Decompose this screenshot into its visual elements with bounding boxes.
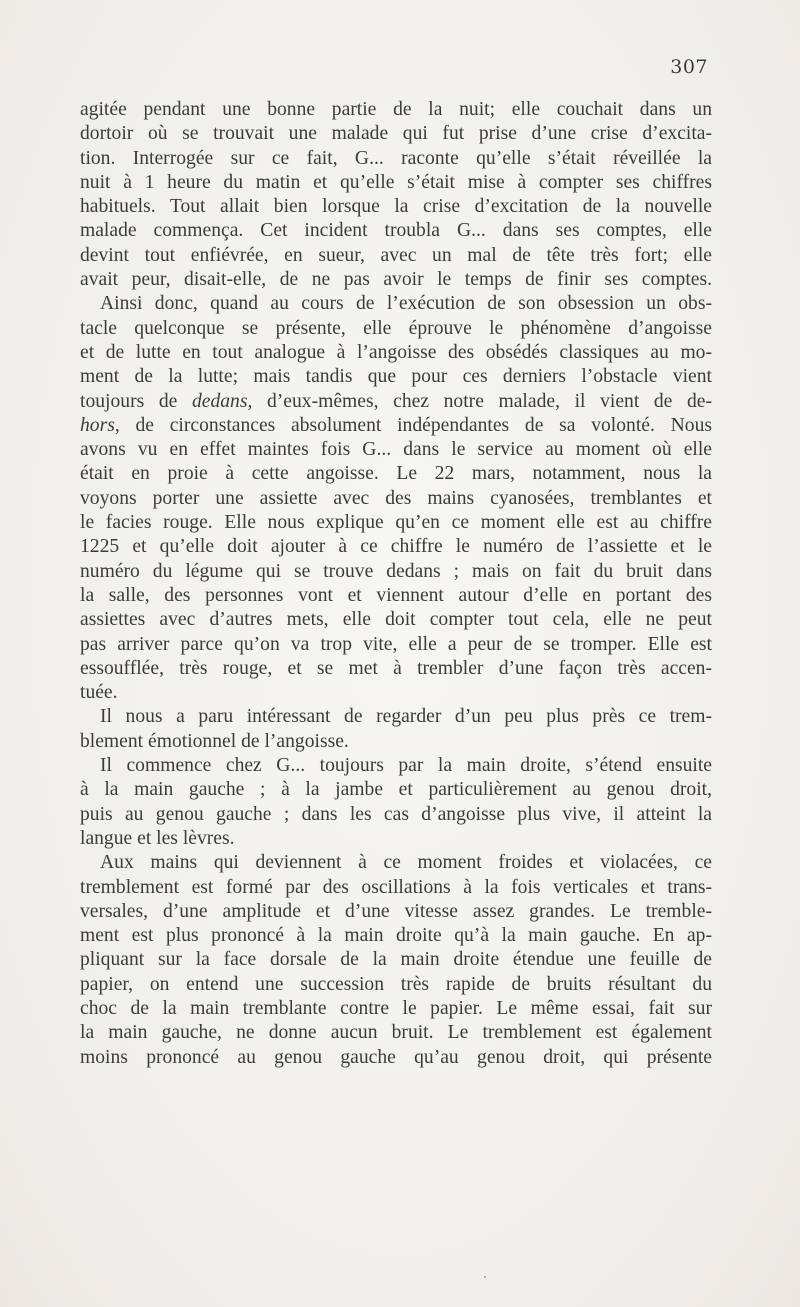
text-line: devint tout enfiévrée, en sueur, avec un mal de tête très fort; elle <box>80 244 712 266</box>
text-line: 1225 et qu’elle doit ajouter à ce chiffre le numéro de l’assiette et le <box>80 536 712 558</box>
paragraph <box>80 851 712 1070</box>
text-line: tacle quelconque se présente, elle éprouve le phénomène d’angoisse <box>80 317 712 339</box>
text-line: malade commença. Cet incident troubla G... dans ses comptes, elle <box>80 220 712 242</box>
text-line: ment de la lutte; mais tandis que pour ces derniers l’obstacle vient <box>80 366 712 388</box>
text-line: tremblement est formé par des oscillations à la fois verticales et trans- <box>80 876 712 898</box>
text-line: hors, de circonstances absolument indépendantes de sa volonté. Nous <box>80 414 712 436</box>
page-number: 307 <box>670 56 708 78</box>
text-line: le facies rouge. Elle nous explique qu’en ce moment elle est au chiffre <box>80 512 712 534</box>
text-line: blement émotionnel de l’angoisse. <box>80 730 349 752</box>
text-line: numéro du légume qui se trouve dedans ; mais on fait du bruit dans <box>80 560 712 582</box>
text-line: assiettes avec d’autres mets, elle doit compter tout cela, elle ne peut <box>80 609 712 631</box>
paper-speck <box>484 1276 486 1278</box>
text-line: ment est plus prononcé à la main droite qu’à la main gauche. En ap- <box>80 925 712 947</box>
text-line: voyons porter une assiette avec des mains cyanosées, tremblantes et <box>80 487 712 509</box>
text-line: Aux mains qui deviennent à ce moment froides et violacées, ce <box>100 852 712 874</box>
text-line: Il commence chez G... toujours par la main droite, s’étend ensuite <box>100 755 712 777</box>
text-line: à la main gauche ; à la jambe et particulièrement au genou droit, <box>80 779 712 801</box>
text-line: Ainsi donc, quand au cours de l’exécution de son obsession un obs- <box>100 293 712 315</box>
text-line: pliquant sur la face dorsale de la main droite étendue une feuille de <box>80 949 712 971</box>
text-line: pas arriver parce qu’on va trop vite, elle a peur de se tromper. Elle est <box>80 633 712 655</box>
emphasis: hors <box>80 414 115 436</box>
text-line: tion. Interrogée sur ce fait, G... raconte qu’elle s’était réveillée la <box>80 147 712 169</box>
text-line: habituels. Tout allait bien lorsque la crise d’excitation de la nouvelle <box>80 196 712 218</box>
text-line: la salle, des personnes vont et viennent autour d’elle en portant des <box>80 584 712 606</box>
text-line: puis au genou gauche ; dans les cas d’angoisse plus vive, il atteint la <box>80 803 712 825</box>
text-line: langue et les lèvres. <box>80 827 235 849</box>
text-line: agitée pendant une bonne partie de la nuit; elle couchait dans un <box>80 99 712 120</box>
body-text <box>80 98 712 1070</box>
paragraph <box>80 754 712 851</box>
text-line: nuit à 1 heure du matin et qu’elle s’était mise à compter ses chiffres <box>80 171 712 193</box>
text-line: et de lutte en tout analogue à l’angoisse des obsédés classiques au mo- <box>80 341 712 363</box>
text-line: avons vu en effet maintes fois G... dans le service au moment où elle <box>80 439 712 461</box>
paragraph <box>80 705 712 754</box>
text-line: moins prononcé au genou gauche qu’au genou droit, qui présente <box>80 1046 712 1068</box>
text-line: dortoir où se trouvait une malade qui fut prise d’une crise d’excita- <box>80 123 712 145</box>
text-line: la main gauche, ne donne aucun bruit. Le tremblement est également <box>80 1022 712 1044</box>
text-line: papier, on entend une succession très rapide de bruits résultant du <box>80 973 712 995</box>
paragraph <box>80 292 712 705</box>
text-line: avait peur, disait-elle, de ne pas avoir le temps de finir ses comptes. <box>80 269 712 291</box>
paragraph <box>80 98 712 292</box>
text-line: toujours de dedans, d’eux-mêmes, chez notre malade, il vient de de- <box>80 390 712 412</box>
text-line: tuée. <box>80 682 118 704</box>
text-line: était en proie à cette angoisse. Le 22 mars, notamment, nous la <box>80 463 712 485</box>
text-line: essoufflée, très rouge, et se met à trembler d’une façon très accen- <box>80 657 712 679</box>
text-line: Il nous a paru intéressant de regarder d’un peu plus près ce trem- <box>100 706 712 728</box>
text-line: choc de la main tremblante contre le papier. Le même essai, fait sur <box>80 997 712 1019</box>
emphasis: dedans <box>191 390 248 412</box>
text-line: versales, d’une amplitude et d’une vitesse assez grandes. Le tremble- <box>80 900 712 922</box>
